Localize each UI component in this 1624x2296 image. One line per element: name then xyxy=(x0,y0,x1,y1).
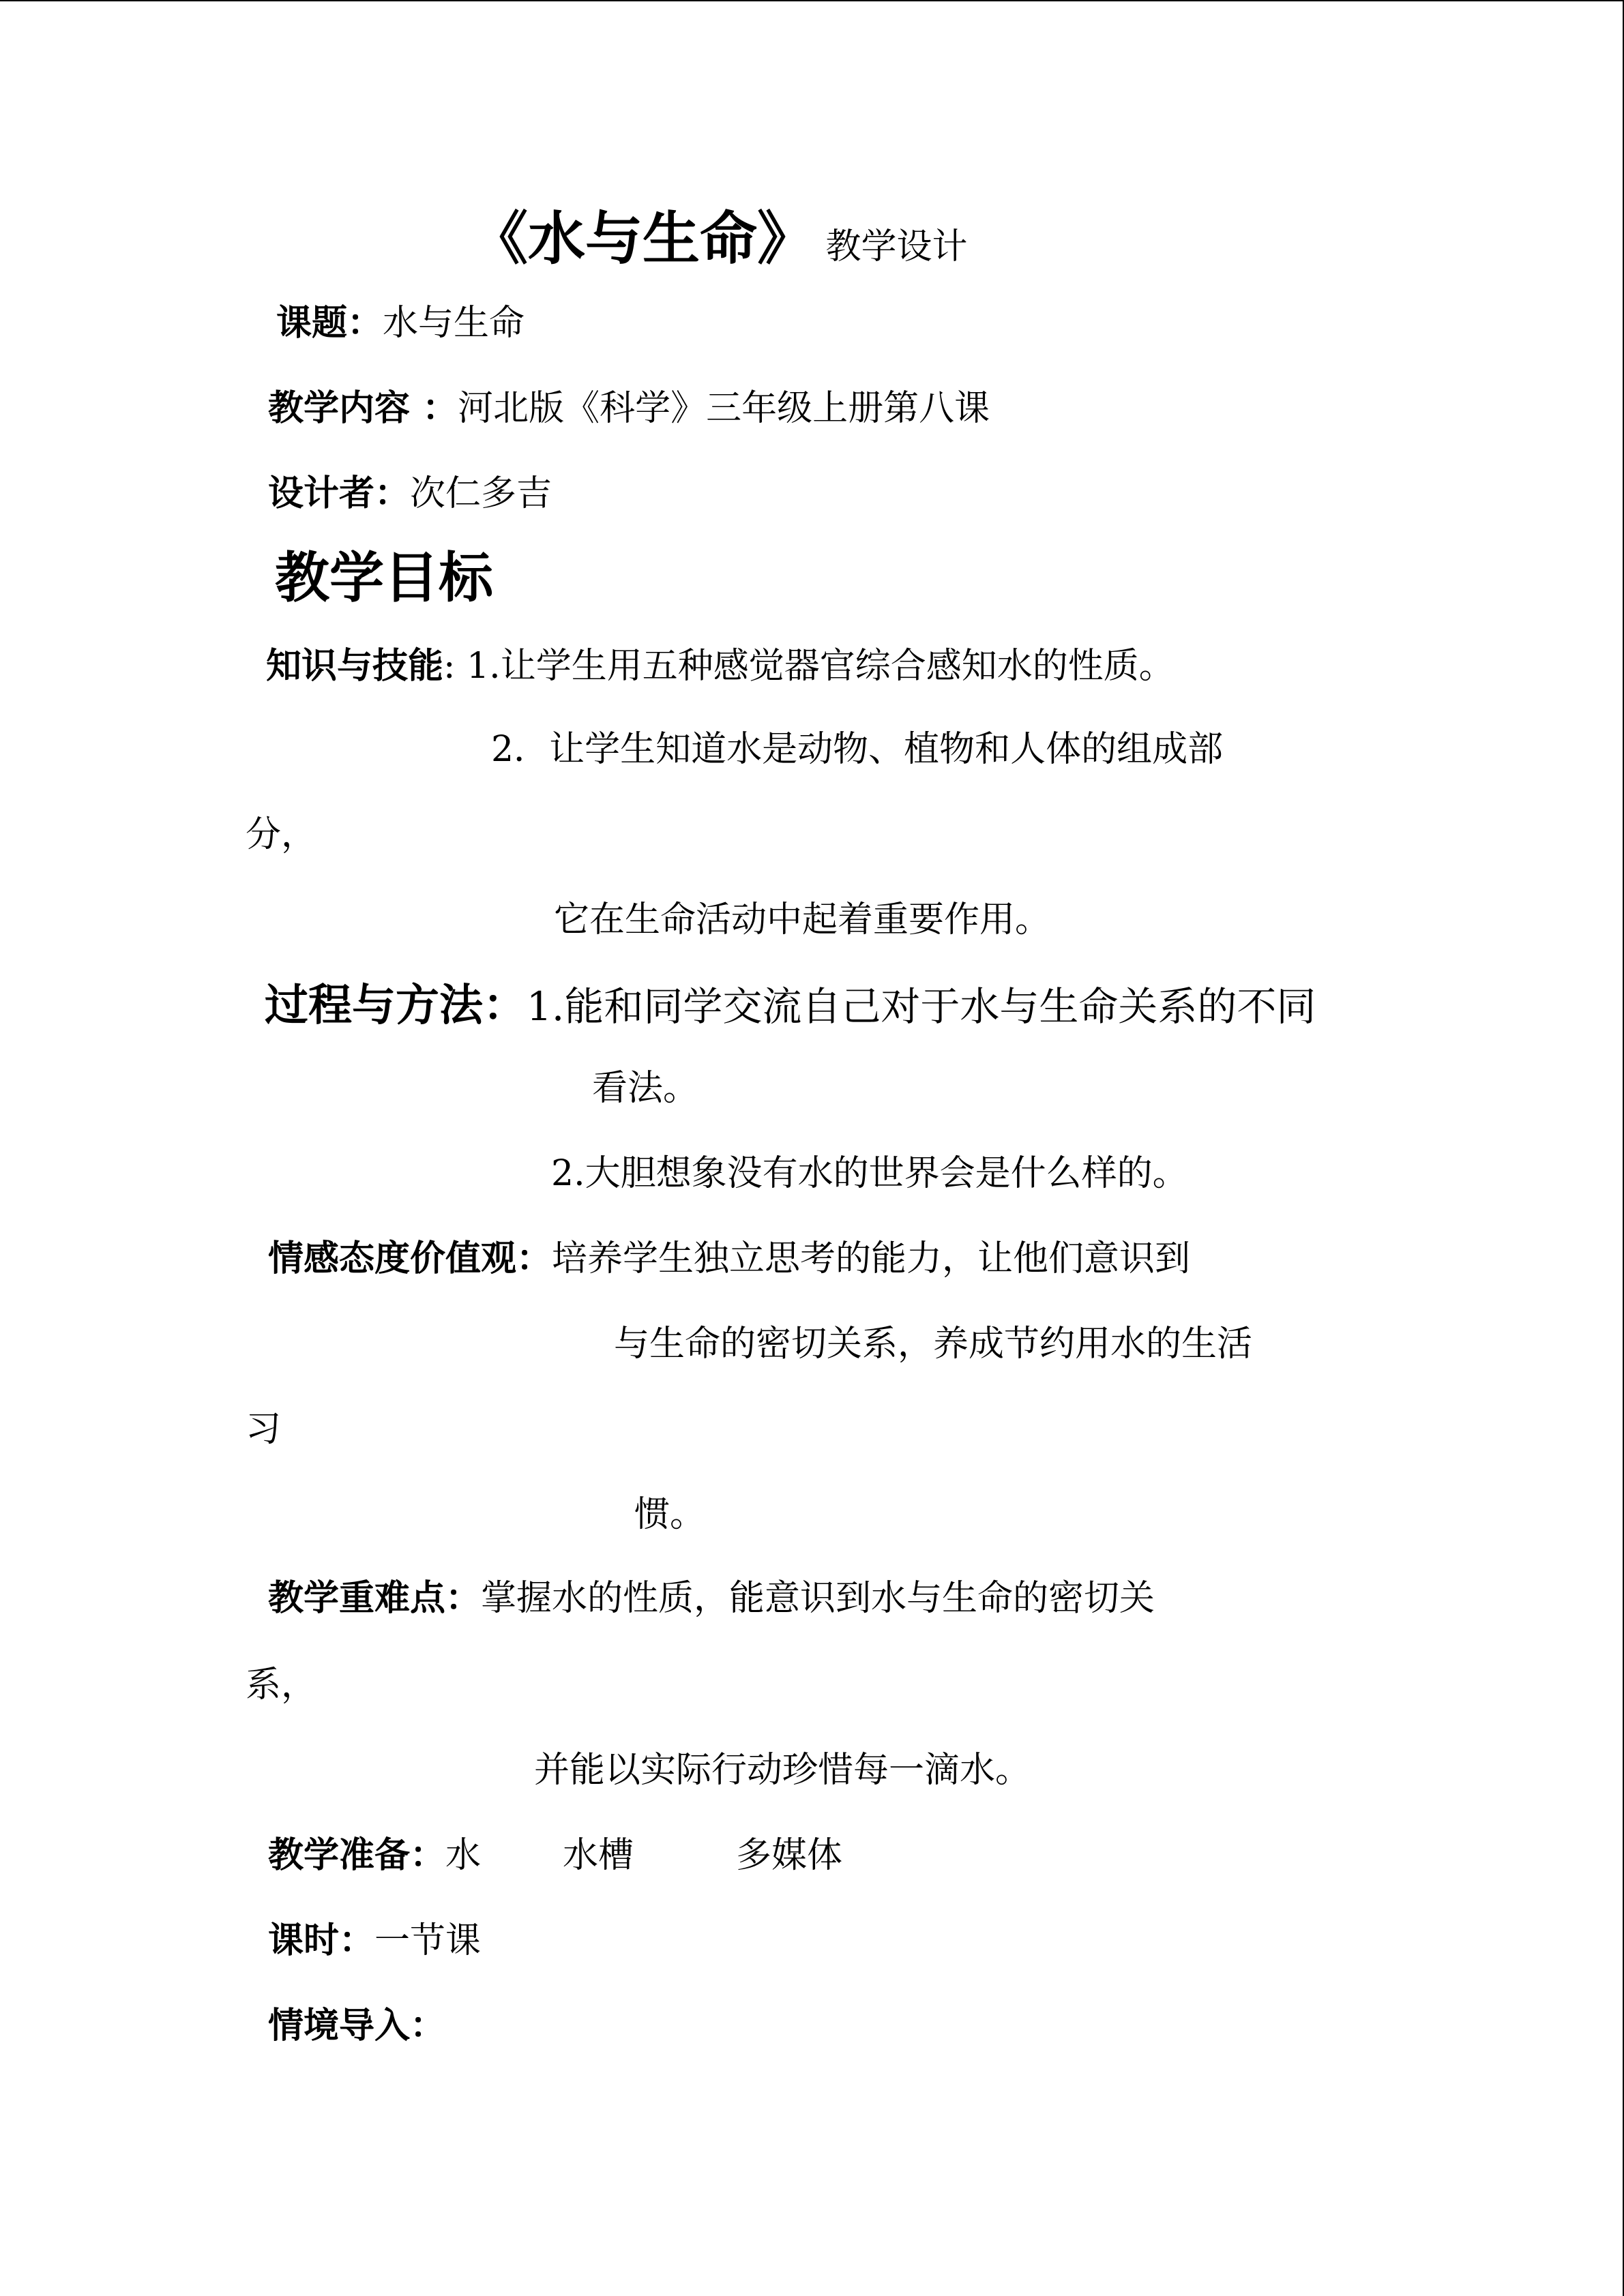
knowledge-item-2-line-1: 2．让学生知道水是动物、植物和人体的组成部 xyxy=(491,729,1224,770)
attitude-line-1 xyxy=(268,1238,1190,1280)
key-points-label: 教学重难点： xyxy=(268,1578,482,1619)
topic-label: 课题： xyxy=(276,303,383,344)
knowledge-item-2-line-3: 它在生命活动中起着重要作用。 xyxy=(554,899,1051,940)
knowledge-label: 知识与技能 xyxy=(266,646,444,687)
preparation-line xyxy=(268,1834,842,1877)
process-item-1-line-2: 看法。 xyxy=(592,1068,699,1109)
duration-line xyxy=(268,1920,481,1962)
knowledge-item-1: 1.让学生用五种感觉器官综合感知水的性质。 xyxy=(467,646,1175,687)
attitude-label: 情感态度价值观： xyxy=(268,1238,552,1279)
process-line-1 xyxy=(265,980,1316,1032)
content-line xyxy=(268,387,990,430)
process-label: 过程与方法： xyxy=(265,981,527,1031)
preparation-item-2: 水槽 xyxy=(563,1835,634,1876)
preparation-item-3: 多媒体 xyxy=(736,1835,843,1876)
process-item-2: 2.大胆想象没有水的世界会是什么样的。 xyxy=(551,1153,1188,1194)
preparation-label: 教学准备： xyxy=(268,1835,446,1876)
designer-label: 设计者： xyxy=(268,473,411,514)
attitude-text-2: 与生命的密切关系，养成节约用水的生活 xyxy=(614,1324,1253,1365)
process-item-1-line-1: 1.能和同学交流自己对于水与生命关系的不同 xyxy=(527,983,1316,1030)
content-label: 教学内容 ： xyxy=(268,388,458,429)
attitude-text-4: 惯。 xyxy=(634,1494,706,1535)
topic-value: 水与生命 xyxy=(383,303,525,344)
knowledge-item-2-line-2: 分， xyxy=(246,814,317,855)
key-points-text-1: 掌握水的性质，能意识到水与生命的密切关 xyxy=(481,1578,1155,1619)
duration-label: 课时： xyxy=(268,1920,375,1961)
content-value: 河北版《科学》三年级上册第八课 xyxy=(458,388,990,429)
preparation-item-1: 水 xyxy=(445,1835,482,1876)
attitude-text-1: 培养学生独立思考的能力，让他们意识到 xyxy=(552,1238,1191,1279)
knowledge-colon: : xyxy=(443,646,467,687)
key-points-text-3: 并能以实际行动珍惜每一滴水。 xyxy=(534,1750,1031,1791)
designer-line xyxy=(268,473,552,515)
knowledge-line-1 xyxy=(266,645,1175,687)
objectives-heading: 教学目标 xyxy=(275,546,493,610)
duration-value: 一节课 xyxy=(374,1920,482,1961)
key-points-text-2: 系， xyxy=(246,1665,317,1705)
topic-line xyxy=(276,302,525,344)
intro-line xyxy=(268,2005,445,2047)
intro-label: 情境导入： xyxy=(268,2006,446,2046)
title-sub: 教学设计 xyxy=(825,226,968,267)
designer-value: 次仁多吉 xyxy=(410,473,552,514)
attitude-text-3: 习 xyxy=(246,1409,282,1450)
key-points-line-1 xyxy=(268,1577,1155,1620)
document-title xyxy=(471,205,968,273)
title-main: 《水与生命》 xyxy=(471,205,815,272)
